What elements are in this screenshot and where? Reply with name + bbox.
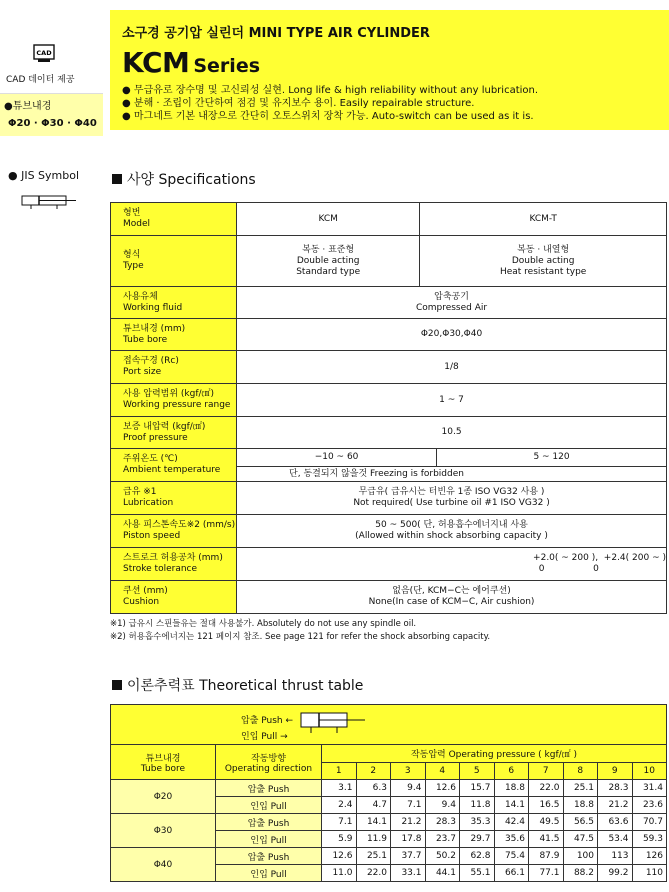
cad-icon[interactable] <box>33 44 55 64</box>
thrust-value-cell: 12.6 <box>425 780 460 797</box>
thrust-value-cell: 126 <box>632 848 667 865</box>
thrust-value-cell: 17.8 <box>391 831 426 848</box>
table-row: 주위온도 (℃) Ambient temperature −10 ~ 60 5 ~ 120 단, 동결되지 않을것 Freezing is forbidden <box>111 449 667 482</box>
direction-cell: 압출 Push <box>216 814 322 831</box>
table-row: 쿠션 (mm) Cushion 없음(단, KCM−C는 에어쿠션) None(In case of KCM−C, Air cushion) <box>111 581 667 614</box>
thrust-value-cell: 29.7 <box>460 831 495 848</box>
thrust-value-cell: 4.7 <box>356 797 391 814</box>
thrust-value-cell: 49.5 <box>529 814 564 831</box>
feature-list <box>122 84 538 123</box>
footnote: ※2) 허용흡수에너지는 121 페이지 참조. See page 121 for refer the shock absorbing capacity. <box>110 632 491 642</box>
thrust-value-cell: 87.9 <box>529 848 564 865</box>
pressure-header-cell: 2 <box>356 762 391 780</box>
table-row: 사용 피스톤속도※2 (mm/s) Piston speed 50 ~ 500( 단, 허용흡수에너지내 사용 (Allowed within shock absorbing capacity ) <box>111 515 667 548</box>
table-row: 보증 내압력 (kgf/㎠) Proof pressure 10.5 <box>111 417 667 449</box>
thrust-value-cell: 35.6 <box>494 831 529 848</box>
pull-label: 인입 Pull → <box>241 732 288 742</box>
thrust-value-cell: 6.3 <box>356 780 391 797</box>
table-row: 형식 Type 복동 · 표준형 Double acting Standard type 복동 · 내열형 Double acting Heat resistant type <box>111 236 667 287</box>
bore-cell: Φ40 <box>111 848 216 882</box>
thrust-value-cell: 2.4 <box>322 797 357 814</box>
series-name: KCM <box>122 46 190 79</box>
thrust-value-cell: 12.6 <box>322 848 357 865</box>
pressure-header-cell: 3 <box>391 762 426 780</box>
thrust-value-cell: 25.1 <box>563 780 598 797</box>
footnotes <box>110 618 490 644</box>
bore-sizes: Φ20 · Φ30 · Φ40 <box>8 118 97 129</box>
thrust-value-cell: 7.1 <box>391 797 426 814</box>
thrust-value-cell: 42.4 <box>494 814 529 831</box>
jis-symbol-label: ● JIS Symbol <box>8 169 80 182</box>
feature-item: ● 마그네트 기본 내장으로 간단히 오토스위치 장착 가능. Auto-switch can be used as it is. <box>122 111 534 122</box>
pressure-header-cell: 4 <box>425 762 460 780</box>
thrust-value-cell: 14.1 <box>494 797 529 814</box>
pressure-header-cell: 9 <box>598 762 633 780</box>
thrust-table <box>110 744 667 882</box>
table-row: 튜브내경 (mm) Tube bore Φ20,Φ30,Φ40 <box>111 319 667 351</box>
thrust-value-cell: 35.3 <box>460 814 495 831</box>
thrust-value-cell: 28.3 <box>425 814 460 831</box>
thrust-value-cell: 41.5 <box>529 831 564 848</box>
push-label: 압출 Push ← <box>241 716 294 726</box>
bore-cell: Φ20 <box>111 780 216 814</box>
thrust-value-cell: 11.9 <box>356 831 391 848</box>
thrust-value-cell: 9.4 <box>425 797 460 814</box>
cylinder-symbol-icon <box>21 193 77 213</box>
thrust-value-cell: 99.2 <box>598 865 633 882</box>
feature-item: ● 무급유로 장수명 및 고신뢰성 실현. Long life & high reliability without any lubrication. <box>122 85 539 96</box>
thrust-section-heading: 이론추력표 Theoretical thrust table <box>112 675 363 695</box>
footnote: ※1) 급유시 스핀들유는 절대 사용불가. Absolutely do not use any spindle oil. <box>110 619 417 629</box>
direction-cell: 인입 Pull <box>216 831 322 848</box>
direction-cell: 인입 Pull <box>216 797 322 814</box>
thrust-value-cell: 5.9 <box>322 831 357 848</box>
thrust-value-cell: 21.2 <box>598 797 633 814</box>
thrust-value-cell: 77.1 <box>529 865 564 882</box>
thrust-value-cell: 16.5 <box>529 797 564 814</box>
thrust-value-cell: 110 <box>632 865 667 882</box>
bore-cell: Φ30 <box>111 814 216 848</box>
thrust-value-cell: 37.7 <box>391 848 426 865</box>
page-title: 소구경 공기압 실린더 MINI TYPE AIR CYLINDER <box>122 26 430 41</box>
pressure-header-cell: 6 <box>494 762 529 780</box>
table-row <box>111 848 667 865</box>
cad-label: CAD 데이터 제공 <box>6 75 75 85</box>
thrust-value-cell: 3.1 <box>322 780 357 797</box>
thrust-value-cell: 66.1 <box>494 865 529 882</box>
thrust-value-cell: 75.4 <box>494 848 529 865</box>
thrust-value-cell: 55.1 <box>460 865 495 882</box>
pressure-header-cell: 8 <box>563 762 598 780</box>
thrust-value-cell: 18.8 <box>494 780 529 797</box>
thrust-value-cell: 18.8 <box>563 797 598 814</box>
table-row: 형번 Model KCM KCM-T <box>111 203 667 236</box>
table-row: 스트로크 허용공차 (mm) Stroke tolerance +2.0( ~ 200 ), +2.4( 200 ~ ) 0 0 <box>111 548 667 581</box>
thrust-value-cell: 21.2 <box>391 814 426 831</box>
table-row: 사용유체 Working fluid 압축공기 Compressed Air <box>111 287 667 319</box>
feature-item: ● 분해 · 조립이 간단하여 점검 및 유지보수 용이. Easily repairable structure. <box>122 98 475 109</box>
direction-cell: 압출 Push <box>216 848 322 865</box>
thrust-value-cell: 88.2 <box>563 865 598 882</box>
series-word: Series <box>193 55 261 77</box>
thrust-value-cell: 22.0 <box>529 780 564 797</box>
cad-icon-text: CAD <box>36 49 52 57</box>
thrust-value-cell: 9.4 <box>391 780 426 797</box>
thrust-value-cell: 28.3 <box>598 780 633 797</box>
thrust-value-cell: 14.1 <box>356 814 391 831</box>
direction-cell: 압출 Push <box>216 780 322 797</box>
table-row: 튜브내경 Tube bore 작동방향 Operating direction 작동압력 Operating pressure ( kgf/㎠ ) <box>111 745 667 763</box>
thrust-table-block <box>110 704 667 880</box>
pressure-header-cell: 1 <box>322 762 357 780</box>
direction-cell: 인입 Pull <box>216 865 322 882</box>
table-row <box>111 780 667 797</box>
direction-diagram <box>110 704 667 744</box>
thrust-value-cell: 22.0 <box>356 865 391 882</box>
thrust-value-cell: 11.8 <box>460 797 495 814</box>
thrust-value-cell: 25.1 <box>356 848 391 865</box>
table-row <box>111 814 667 831</box>
thrust-value-cell: 100 <box>563 848 598 865</box>
series-heading <box>122 46 260 79</box>
thrust-value-cell: 63.6 <box>598 814 633 831</box>
thrust-value-cell: 56.5 <box>563 814 598 831</box>
pressure-header-cell: 5 <box>460 762 495 780</box>
thrust-value-cell: 47.5 <box>563 831 598 848</box>
thrust-value-cell: 33.1 <box>391 865 426 882</box>
table-row: 급유 ※1 Lubrication 무급유( 급유시는 터빈유 1종 ISO VG32 사용 ) Not required( Use turbine oil #1 ISO VG32 ) <box>111 482 667 515</box>
thrust-value-cell: 113 <box>598 848 633 865</box>
bore-title: ●튜브내경 <box>4 101 52 112</box>
thrust-value-cell: 11.0 <box>322 865 357 882</box>
thrust-value-cell: 70.7 <box>632 814 667 831</box>
thrust-value-cell: 7.1 <box>322 814 357 831</box>
spec-section-heading: 사양 Specifications <box>112 169 256 189</box>
thrust-value-cell: 53.4 <box>598 831 633 848</box>
thrust-value-cell: 23.6 <box>632 797 667 814</box>
pressure-header-cell: 10 <box>632 762 667 780</box>
thrust-value-cell: 50.2 <box>425 848 460 865</box>
thrust-value-cell: 44.1 <box>425 865 460 882</box>
thrust-value-cell: 59.3 <box>632 831 667 848</box>
table-row: 접속구경 (Rc) Port size 1/8 <box>111 351 667 384</box>
spec-table <box>110 202 667 614</box>
table-row: 사용 압력범위 (kgf/㎠) Working pressure range 1 ~ 7 <box>111 384 667 417</box>
cylinder-diagram-icon <box>299 711 369 739</box>
thrust-value-cell: 23.7 <box>425 831 460 848</box>
thrust-value-cell: 15.7 <box>460 780 495 797</box>
thrust-value-cell: 31.4 <box>632 780 667 797</box>
thrust-value-cell: 62.8 <box>460 848 495 865</box>
pressure-header-cell: 7 <box>529 762 564 780</box>
